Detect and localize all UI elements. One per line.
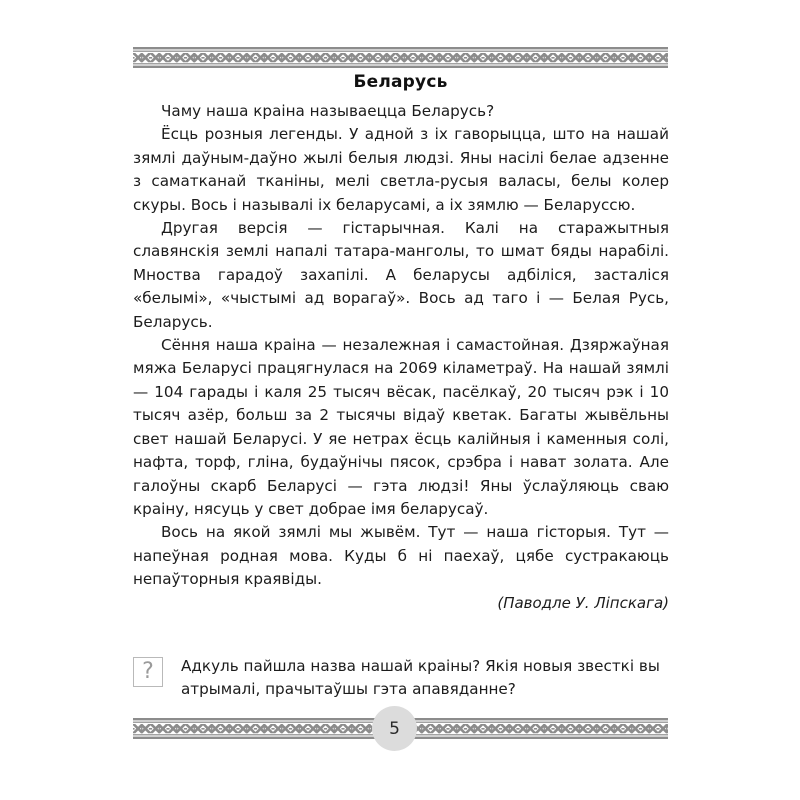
question-block: [133, 655, 669, 700]
paragraph: Чаму наша краіна называецца Беларусь?: [161, 102, 495, 120]
author-attribution: (Паводле У. Ліпскага): [497, 593, 669, 612]
page-number-badge: 5: [372, 706, 417, 751]
question-text: Адкуль пайшла назва нашай краіны? Якія новыя звесткі вы атрымалі, прачытаўшы гэта апавяданне?: [181, 657, 660, 698]
paragraph: Ёсць розныя легенды. У адной з іх гаворыцца, што на нашай зямлі даўным-даўно жылі белыя людзі. Яны насілі белае адзенне з саматканай тканіны, мелі светла-русыя валасы, белы колер скуры. Вось і называлі іх беларусамі, а іх зямлю — Беларуссю.: [133, 125, 669, 214]
article-body: [133, 100, 669, 615]
paragraph: Вось на якой зямлі мы жывём. Тут — наша гісторыя. Тут — напеўная родная мова. Куды б ні паехаў, цябе сустракаюць непаўторныя краявіды.: [133, 523, 669, 589]
ornament-band-top: [133, 47, 668, 68]
question-mark-icon: ?: [133, 657, 163, 687]
paragraph: Другая версія — гістарычная. Калі на старажытныя славянскія землі напалі татара-манголы, то шмат бяды нарабілі. Мноства гарадоў захапілі. А беларусы адбіліся, засталіся «белымі», «чыстымі ад ворагаў». Вось ад таго і — Белая Русь, Беларусь.: [133, 219, 669, 331]
page-title: Беларусь: [353, 72, 448, 92]
paragraph: Сёння наша краіна — незалежная і самастойная. Дзяржаўная мяжа Беларусі працягнулася на 2069 кіламетраў. На нашай зямлі — 104 гарады і каля 25 тысяч вёсак, пасёлкаў, 20 тысяч рэк і 10 тысяч азёр, больш за 2 тысячы відаў кветак. Багаты жывёльны свет нашай Беларусі. У яе нетрах ёсць калійныя і каменныя солі, нафта, торф, гліна, будаўнічы пясок, срэбра і нават золата. Але галоўны скарб Беларусі — гэта людзі! Яны ўслаўляюць сваю краіну, нясуць у свет добрае імя беларусаў.: [133, 336, 669, 518]
